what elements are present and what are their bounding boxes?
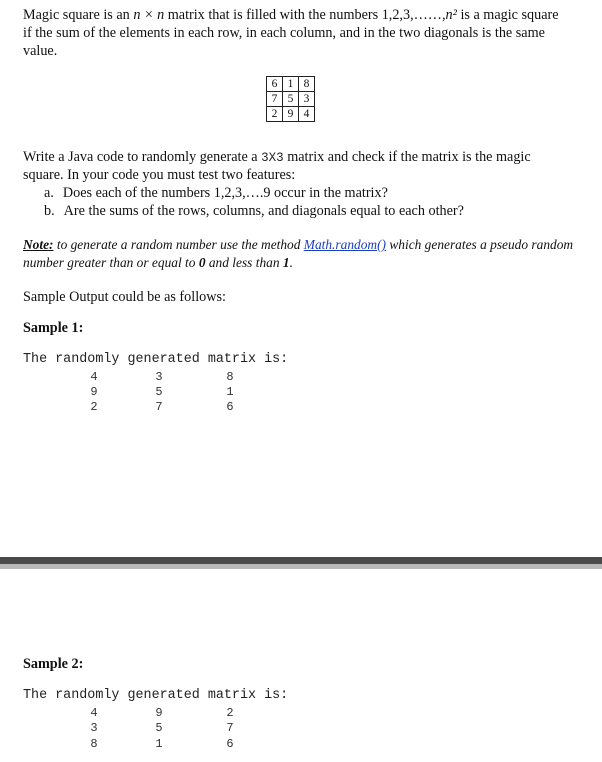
magic-square-table bbox=[266, 76, 315, 122]
matrix-cell: 8 bbox=[90, 737, 98, 751]
list-marker: a. bbox=[44, 185, 54, 201]
page-separator bbox=[0, 557, 602, 564]
table-row bbox=[267, 107, 315, 122]
table-cell: 6 bbox=[267, 77, 283, 92]
matrix-cell: 2 bbox=[226, 706, 234, 720]
matrix-cell: 3 bbox=[155, 370, 163, 384]
matrix-cell: 8 bbox=[226, 370, 234, 384]
matrix-cell: 9 bbox=[155, 706, 163, 720]
matrix-cell: 6 bbox=[226, 737, 234, 751]
table-row bbox=[267, 92, 315, 107]
matrix-cell: 7 bbox=[226, 721, 234, 735]
table-cell: 9 bbox=[283, 107, 299, 122]
matrix-cell: 2 bbox=[90, 400, 98, 414]
intro-line-3: value. bbox=[23, 43, 58, 59]
matrix-cell: 4 bbox=[90, 706, 98, 720]
inline-code: 3X3 bbox=[261, 151, 284, 165]
sample-output-label: Sample Output could be as follows: bbox=[23, 289, 226, 305]
task-line-1: Write a Java code to randomly generate a 3X3 matrix and check if the matrix is the magic bbox=[23, 149, 531, 165]
table-cell: 7 bbox=[267, 92, 283, 107]
sample-1-title: Sample 1: bbox=[23, 320, 84, 336]
task-line-2: square. In your code you must test two features: bbox=[23, 167, 296, 183]
intro-line-2: if the sum of the elements in each row, in each column, and in the two diagonals is the same bbox=[23, 25, 545, 41]
table-cell: 8 bbox=[299, 77, 315, 92]
math-n-squared: n² bbox=[445, 7, 457, 23]
list-item-b: b. Are the sums of the rows, columns, and diagonals equal to each other? bbox=[44, 203, 464, 219]
table-row bbox=[267, 77, 315, 92]
matrix-cell: 1 bbox=[155, 737, 163, 751]
page-separator-shadow bbox=[0, 564, 602, 569]
table-cell: 3 bbox=[299, 92, 315, 107]
list-marker: b. bbox=[44, 203, 55, 219]
intro-line-1: Magic square is an n × n matrix that is filled with the numbers 1,2,3,……,n² is a magic square bbox=[23, 7, 559, 23]
math-random-link[interactable]: Math.random() bbox=[303, 237, 386, 252]
sample-1-heading: The randomly generated matrix is: bbox=[23, 352, 289, 367]
matrix-cell: 5 bbox=[155, 385, 163, 399]
matrix-cell: 4 bbox=[90, 370, 98, 384]
note-line-1: Note: to generate a random number use the method Math.random() which generates a pseudo random bbox=[23, 237, 574, 252]
matrix-cell: 7 bbox=[155, 400, 163, 414]
table-cell: 4 bbox=[299, 107, 315, 122]
matrix-cell: 6 bbox=[226, 400, 234, 414]
table-cell: 2 bbox=[267, 107, 283, 122]
table-cell: 5 bbox=[283, 92, 299, 107]
note-label: Note: bbox=[23, 237, 54, 252]
sample-2-heading: The randomly generated matrix is: bbox=[23, 688, 289, 703]
sample-2-title: Sample 2: bbox=[23, 656, 84, 672]
matrix-cell: 3 bbox=[90, 721, 98, 735]
math-n-by-n: n × n bbox=[133, 7, 165, 23]
note-line-2: number greater than or equal to 0 and less than 1. bbox=[23, 255, 293, 270]
table-cell: 1 bbox=[283, 77, 299, 92]
list-item-a: a. Does each of the numbers 1,2,3,….9 occur in the matrix? bbox=[44, 185, 388, 201]
matrix-cell: 5 bbox=[155, 721, 163, 735]
matrix-cell: 1 bbox=[226, 385, 234, 399]
matrix-cell: 9 bbox=[90, 385, 98, 399]
